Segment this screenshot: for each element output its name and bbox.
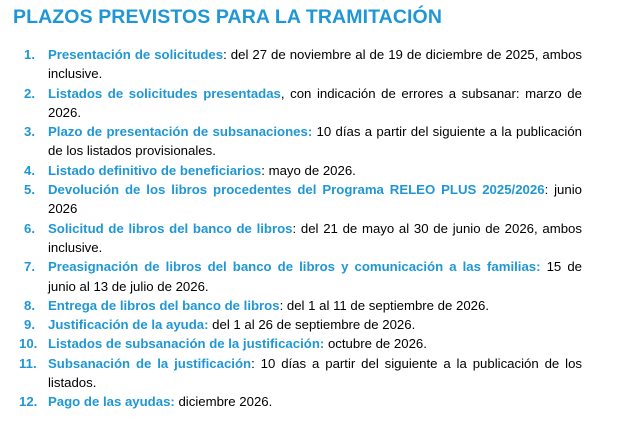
item-text: : junio 2026 xyxy=(48,182,582,217)
item-number: 10. xyxy=(19,336,38,352)
page-title: PLAZOS PREVISTOS PARA LA TRAMITACIÓN xyxy=(13,6,443,28)
item-number: 11. xyxy=(19,355,37,371)
list-item xyxy=(19,354,582,393)
item-text: 10 días a partir del siguiente a la publicación de los listados provisionales. xyxy=(48,124,582,159)
item-number: 6. xyxy=(24,220,35,236)
item-heading: Listados de solicitudes presentadas xyxy=(48,85,281,101)
item-heading: Listados de subsanación de la justificación: xyxy=(48,336,325,352)
item-number: 9. xyxy=(24,317,35,333)
list-item xyxy=(24,219,582,258)
list-item xyxy=(19,392,582,411)
deadline-list xyxy=(19,45,582,412)
item-text: : mayo de 2026. xyxy=(261,162,356,178)
item-heading: Presentación de solicitudes xyxy=(48,47,224,62)
item-number: 7. xyxy=(24,259,35,275)
item-heading: Solicitud de libros del banco de libros xyxy=(48,220,293,236)
item-heading: Devolución de los libros procedentes del Programa RELEO PLUS 2025/2026 xyxy=(48,182,545,198)
list-item xyxy=(24,84,582,123)
item-heading: Plazo de presentación de subsanaciones: xyxy=(48,124,313,140)
list-item xyxy=(24,45,582,84)
item-number: 2. xyxy=(24,85,35,101)
item-text: diciembre 2026. xyxy=(174,394,273,410)
item-number: 3. xyxy=(24,124,35,140)
item-text: 15 de junio al 13 de julio de 2026. xyxy=(48,259,582,294)
item-number: 8. xyxy=(24,297,35,313)
item-text: , con indicación de errores a subsanar: marzo de 2026. xyxy=(48,85,582,120)
list-item xyxy=(24,296,582,315)
item-text: : del 1 al 11 de septiembre de 2026. xyxy=(279,297,489,313)
item-number: 4. xyxy=(24,162,35,178)
item-heading: Listado definitivo de beneficiarios xyxy=(48,162,262,178)
item-number: 12. xyxy=(19,394,38,410)
item-heading: Entrega de libros del banco de libros xyxy=(48,297,280,313)
item-heading: Preasignación de libros del banco de libros y comunicación a las familias: xyxy=(48,259,541,275)
item-text: : del 21 de mayo al 30 de junio de 2026, ambos inclusive. xyxy=(48,220,582,255)
list-item xyxy=(24,161,582,180)
item-text: : del 27 de noviembre al de 19 de diciembre de 2025, ambos inclusive. xyxy=(48,47,582,82)
item-text: del 1 al 26 de septiembre de 2026. xyxy=(208,317,416,333)
item-heading: Pago de las ayudas: xyxy=(48,394,175,410)
list-item xyxy=(24,180,582,219)
item-number: 1. xyxy=(24,47,35,62)
list-item xyxy=(24,315,582,334)
item-text: : 10 días a partir del siguiente a la publicación de los listados. xyxy=(48,355,582,391)
list-item xyxy=(24,122,582,161)
item-text: octubre de 2026. xyxy=(324,336,427,352)
item-number: 5. xyxy=(24,182,35,198)
item-heading: Subsanación de la justificación xyxy=(48,355,252,371)
item-heading: Justificación de la ayuda: xyxy=(48,317,209,333)
list-item xyxy=(19,334,582,353)
list-item xyxy=(24,257,582,296)
